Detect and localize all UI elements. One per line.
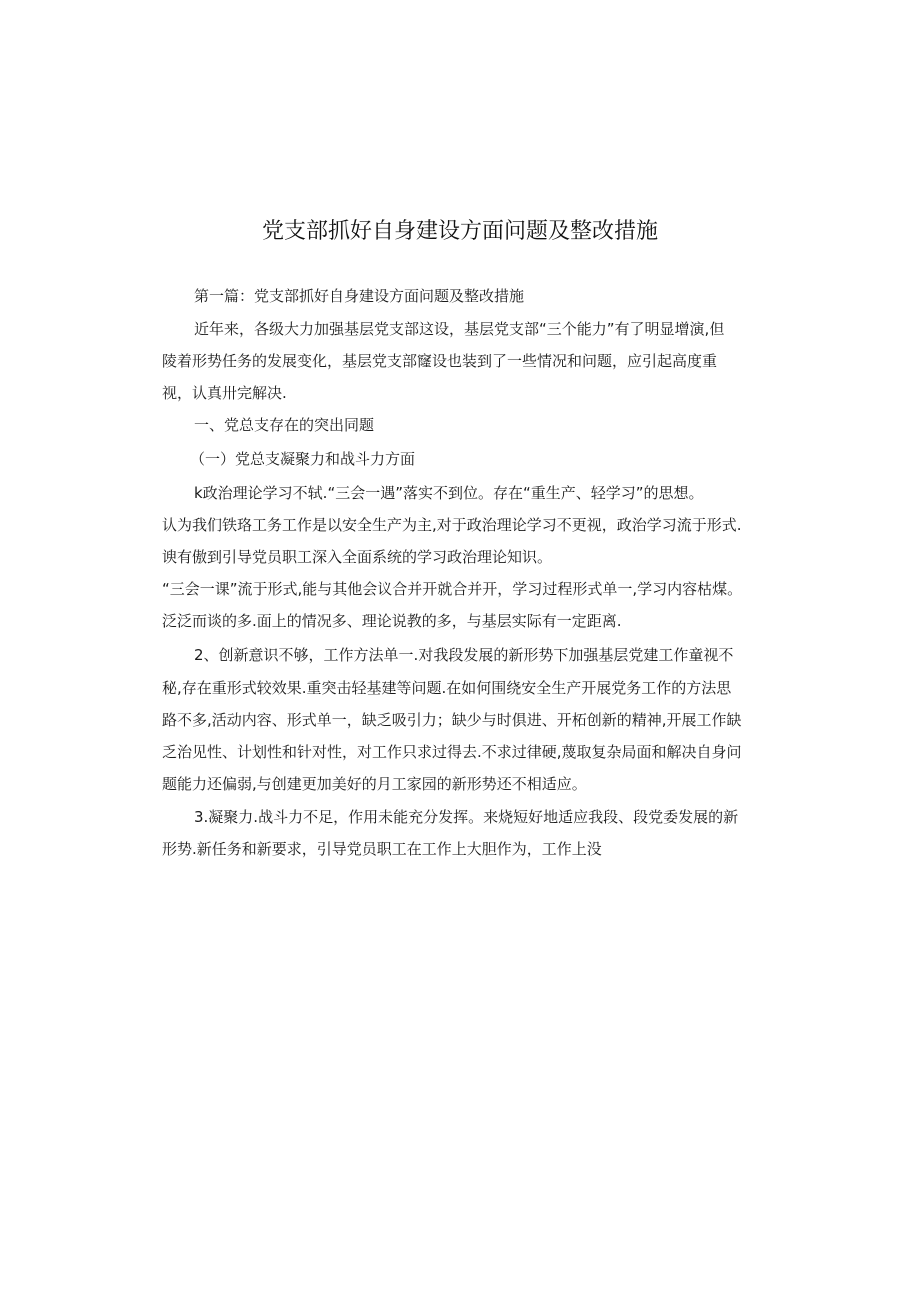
paragraph-line: 2、创新意识不够，工作方法单一.对我段发展的新形势下加强基层党建工作童视不	[194, 646, 734, 664]
document-title: 党支部抓好自身建设方面问题及整改措施	[261, 219, 658, 244]
paragraph-line: k政治理论学习不轼.“三会一遇”落实不到位。存在“重生产、轻学习”的思想。	[194, 484, 704, 502]
subsection-heading: （一）党总支凝聚力和战斗力方面	[190, 450, 416, 468]
paragraph-line: 近年来，各级大力加强基层党支部这设，基层党支部“三个能力”有了明显增演,但	[194, 320, 725, 338]
section-heading-first: 第一篇：党支部抓好自身建设方面问题及整改措施	[194, 287, 525, 305]
paragraph-line: 视，认真卅完解决.	[162, 384, 287, 402]
paragraph-line: 陵着形势任务的发展变化，基层党支部窿设也装到了一些情况和问题，应引起高度重	[162, 352, 718, 370]
section-heading-problems: 一、党总支存在的突出同题	[194, 416, 375, 434]
paragraph-line: 3.凝聚力.战斗力不足，作用未能充分发挥。来烧短好地适应我段、段党委发展的新	[194, 808, 739, 826]
paragraph-line: 形势.新任务和新要求，引导党员职工在工作上大胆作为，工作上没	[162, 840, 602, 858]
paragraph-line: 题能力还偏弱,与创建更加美好的月工家园的新形势还不相适应。	[162, 775, 587, 793]
paragraph-line: 路不多,活动内容、形式单一，缺乏吸引力；缺少与时俱进、开柘创新的精神,开展工作缺	[162, 711, 742, 729]
paragraph-line: 乏治见性、计划性和针对性，对工作只求过得去.不求过律硬,蔑取复杂局面和解决自身问	[162, 743, 742, 761]
paragraph-line: 秘,存在重形式较效果.重突击轻基建等问题.在如何围绕安全生产开展党务工作的方法思	[162, 679, 732, 697]
paragraph-line: 谀有傲到引导党员职工深入全面系统的学习政治理论知识。	[162, 548, 553, 566]
paragraph-line: 泛泛而谈的多.面上的情况多、理论说教的多，与基层实际有一定距离.	[162, 612, 622, 630]
paragraph-line: 认为我们铁珞工务工作是以安全生产为主,对于政治理论学习不更视，政治学习流于形式.	[162, 516, 742, 534]
paragraph-line: “三会一课”流于形式,能与其他会议合并开就合并开，学习过程形式单一,学习内容枯煤。	[162, 580, 743, 598]
